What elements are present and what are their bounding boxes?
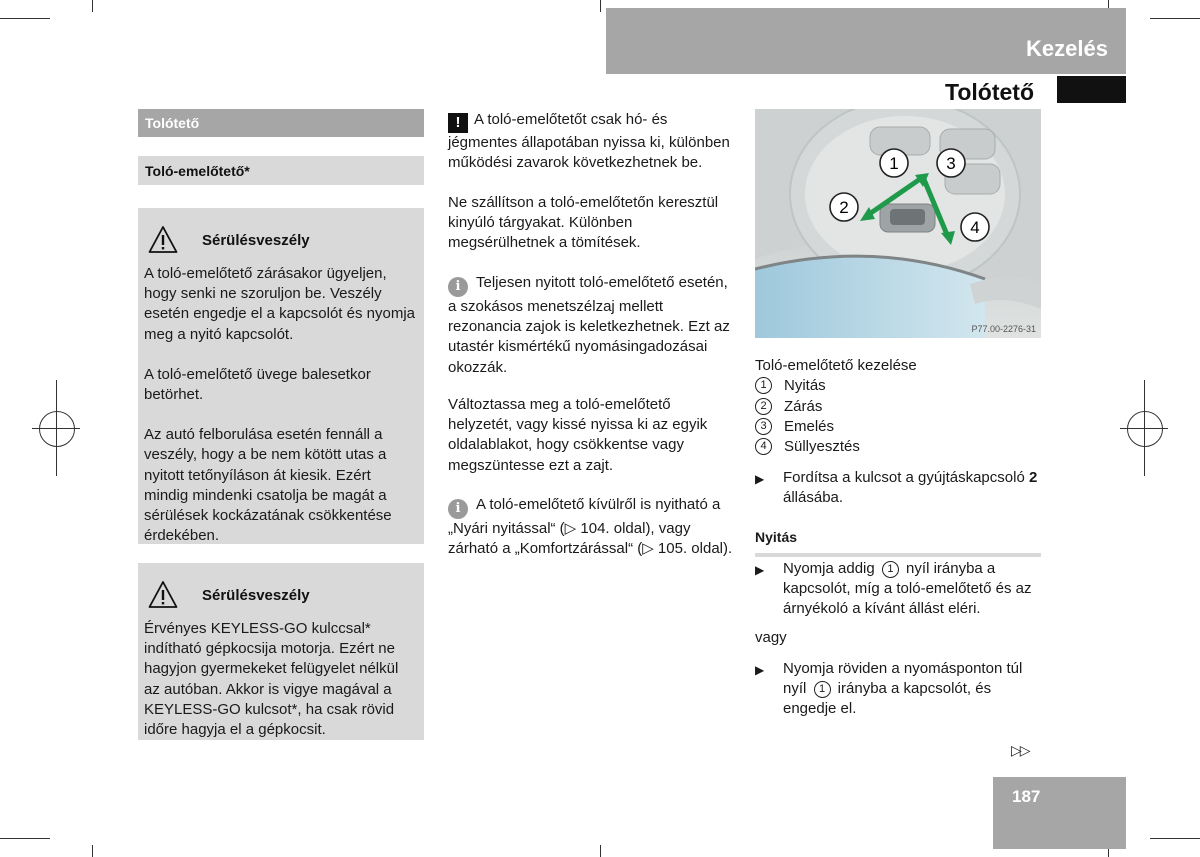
legend-number: 3: [755, 418, 772, 435]
instruction-step: [755, 659, 1041, 720]
crop-mark: [1150, 838, 1200, 839]
or-text: vagy: [755, 629, 787, 646]
warning-header: [144, 575, 418, 615]
warning-paragraph: A toló-emelőtető üvege balesetkor betörhet.: [144, 365, 371, 404]
opening-heading-text: Nyitás: [755, 529, 798, 545]
instruction-step: [755, 559, 1041, 620]
warning-paragraph: Érvényes KEYLESS-GO kulccsal* indítható gépkocsija motorja. Ezért ne hagyjon gyermekeket felügyelet nélkül az autóban. Akkor is vigye magával a KEYLESS-GO kulcsot*, ha csak rövid időre hagyja el a gépkocsit.: [144, 620, 399, 739]
continue-arrows-icon: ▷▷: [1011, 742, 1029, 758]
header-bar: [606, 8, 1126, 74]
warning-box: [138, 563, 424, 740]
crop-mark: [0, 838, 50, 839]
legend-item: [755, 438, 860, 455]
bullet-arrow-icon: ▶: [755, 472, 765, 486]
step-text: állásába.: [783, 489, 844, 507]
legend-item: [755, 398, 822, 415]
warning-title: Sérülésveszély: [202, 231, 310, 249]
paragraph-cargo: [448, 193, 734, 254]
svg-text:2: 2: [839, 198, 849, 217]
stop-icon: !: [448, 113, 468, 133]
info-icon: i: [448, 277, 468, 297]
opening-heading: [755, 529, 1041, 557]
figure-marker: [830, 193, 858, 221]
figure-code: P77.00-2276-31: [971, 324, 1036, 334]
info-note-remote: [448, 495, 734, 559]
svg-text:1: 1: [889, 154, 899, 173]
stop-note-text: A toló-emelőtetőt csak hó- és jégmentes állapotában nyissa ki, különben működési zavarok következhetnek be.: [448, 111, 730, 172]
section-heading: [138, 109, 424, 137]
legend-number: 1: [755, 377, 772, 394]
legend-label: Zárás: [784, 398, 823, 415]
info-note-resonance: [448, 273, 734, 378]
figure-marker: [961, 213, 989, 241]
info-icon: i: [448, 499, 468, 519]
legend-number: 2: [755, 398, 772, 415]
figure-caption: Toló-emelőtető kezelése: [755, 357, 917, 374]
legend-label: Süllyesztés: [784, 438, 860, 455]
crop-mark: [0, 18, 50, 19]
warning-triangle-icon: [148, 225, 178, 255]
info-note-text: Teljesen nyitott toló-emelőtető esetén, a szokásos menetszélzaj mellett rezonancia zajok is keletkezhetnek. Ezt az utastér kismértékű nyomásingadozásai okozzák.: [448, 274, 730, 376]
step-position-number: 2: [1028, 469, 1038, 486]
chapter-tab: [1057, 76, 1126, 103]
chapter-title: Tolótető: [945, 79, 1034, 105]
instruction-step: [755, 468, 1041, 508]
page-number-box: [993, 777, 1126, 849]
paragraph-position: [448, 395, 734, 476]
info-note-text: A toló-emelőtető kívülről is nyitható a „Nyári nyitással“ (▷ 104. oldal), vagy zárható a „Komfortzárással“ (▷ 105. oldal).: [448, 496, 733, 558]
crop-mark: [92, 845, 93, 857]
sunroof-switch-figure: [755, 109, 1041, 338]
section-heading-text: Tolótető: [145, 115, 200, 131]
paragraph-text: Ne szállítson a toló-emelőtetőn keresztül kinyúló tárgyakat. Különben megsérülhetnek a tömítések.: [448, 194, 719, 252]
warning-paragraph: A toló-emelőtető zárásakor ügyeljen, hogy senki ne szoruljon be. Veszély esetén engedje el a kapcsolót és nyomja meg a nyitó kapcsolót.: [144, 265, 416, 343]
step-text: Nyomja addig: [783, 560, 879, 577]
figure-marker: [937, 149, 965, 177]
crop-mark: [600, 0, 601, 12]
warning-header: [144, 220, 418, 260]
step-text: nyíl irányba a kapcsolót, míg a toló-emelőtető és az árnyékoló a kívánt állást eléri.: [783, 560, 1032, 618]
sub-heading: [138, 156, 424, 185]
crop-mark: [600, 845, 601, 857]
legend-label: Nyitás: [784, 377, 826, 394]
warning-triangle-icon: [148, 580, 178, 610]
section-title: Kezelés: [1026, 36, 1108, 61]
page-number: 187: [1012, 787, 1041, 806]
legend-label: Emelés: [784, 418, 835, 435]
warning-title: Sérülésveszély: [202, 586, 310, 604]
step-text: Fordítsa a kulcsot a gyújtáskapcsoló: [783, 469, 1029, 486]
registration-mark: [39, 411, 75, 447]
paragraph-text: Változtassa meg a toló-emelőtető helyzetét, vagy kissé nyissa ki az egyik oldalablakot, hogy csökkentse vagy megszüntesse ezt a zajt.: [448, 396, 708, 474]
step-number: 1: [814, 681, 831, 698]
warning-box: [138, 208, 424, 544]
warning-paragraph: Az autó felborulása esetén fennáll a veszély, hogy a be nem kötött utas a nyitott tetőnyíláson át kiesik. Ezért mindig mindenki csatolja be magát a sérülések kockázatának csökkentése érdekében.: [144, 426, 392, 545]
crop-mark: [1150, 18, 1200, 19]
registration-mark: [1127, 411, 1163, 447]
sub-heading-text: Toló-emelőtető*: [145, 163, 250, 179]
legend-item: [755, 377, 826, 394]
crop-mark: [92, 0, 93, 12]
svg-text:4: 4: [970, 218, 980, 237]
step-text: irányba a kapcsolót, és engedje el.: [783, 680, 992, 718]
stop-note: [448, 110, 734, 173]
step-text: Nyomja röviden a nyomásponton túl nyíl: [783, 660, 1023, 698]
figure-marker: [880, 149, 908, 177]
bullet-arrow-icon: ▶: [755, 663, 765, 677]
legend-item: [755, 418, 834, 435]
bullet-arrow-icon: ▶: [755, 563, 765, 577]
step-number: 1: [882, 561, 899, 578]
svg-text:3: 3: [946, 154, 956, 173]
legend-number: 4: [755, 438, 772, 455]
